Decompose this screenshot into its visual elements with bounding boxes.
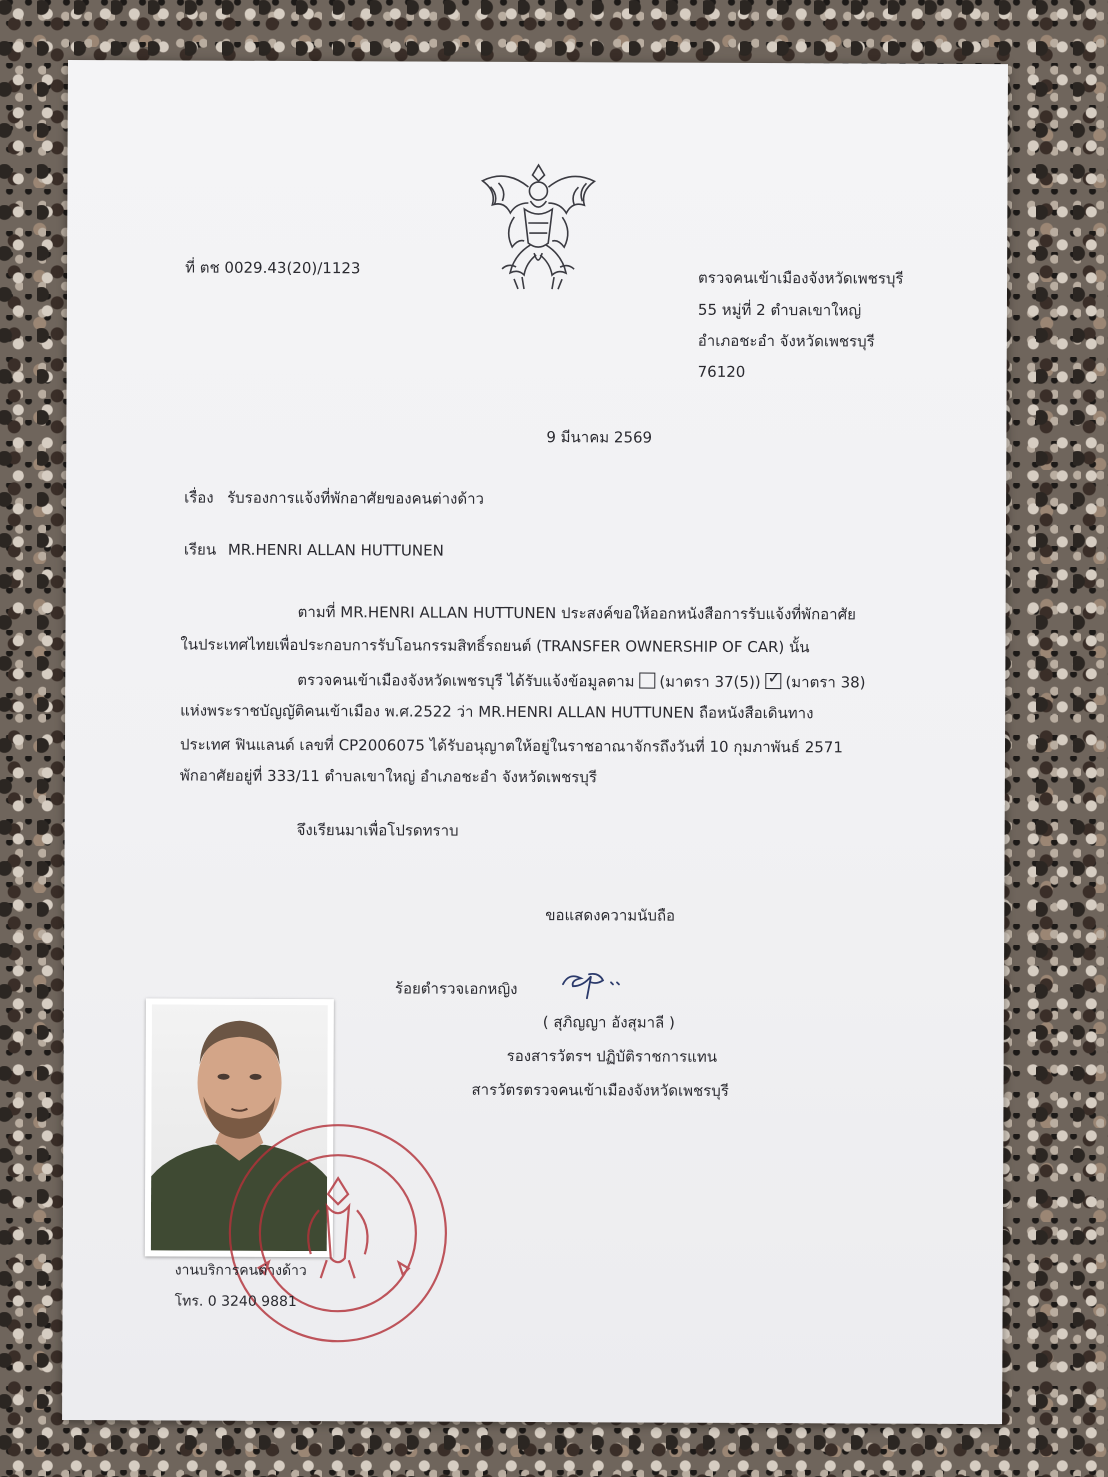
signatory-position: รองสารวัตรฯ ปฏิบัติราชการแทน <box>506 1046 718 1066</box>
body-line: ตรวจคนเข้าเมืองจังหวัดเพชรบุรี ได้รับแจ้งข้อมูลตาม <box>297 671 635 691</box>
checkmark-icon: ✓ <box>767 668 781 688</box>
option-section-38: (มาตรา 38) <box>785 673 866 692</box>
closing-salutation: ขอแสดงความนับถือ <box>545 906 676 925</box>
official-stamp <box>222 1118 453 1349</box>
body-line: ตามที่ MR.HENRI ALLAN HUTTUNEN ประสงค์ขอให้ออกหนังสือการรับแจ้งที่พักอาศัย <box>297 603 856 624</box>
letter-subject: รับรองการแจ้งที่พักอาศัยของคนต่างด้าว <box>227 488 485 508</box>
sender-address-line: 55 หมู่ที่ 2 ตำบลเขาใหญ่ <box>697 300 862 320</box>
sender-office: ตรวจคนเข้าเมืองจังหวัดเพชรบุรี <box>698 268 904 288</box>
body-line: พักอาศัยอยู่ที่ 333/11 ตำบลเขาใหญ่ อำเภอชะอำ จังหวัดเพชรบุรี <box>179 766 597 787</box>
option-section-37: (มาตรา 37(5)) <box>659 672 761 692</box>
letter-paper <box>62 60 1008 1424</box>
sender-postcode: 76120 <box>697 362 746 381</box>
body-line: ประเทศ ฟินแลนด์ เลขที่ CP2006075 ได้รับอนุญาตให้อยู่ในราชอาณาจักรถึงวันที่ 10 กุมภาพันธ์ 2571 <box>179 735 843 757</box>
footer-department: งานบริการคนต่างด้าว <box>174 1262 307 1280</box>
section-38-checkbox <box>765 668 781 689</box>
reference-number: ที่ ตช 0029.43(20)/1123 <box>185 258 361 278</box>
closing-request: จึงเรียนมาเพื่อโปรดทราบ <box>296 821 459 840</box>
garuda-emblem-icon <box>474 157 603 298</box>
signatory-office: สารวัตรตรวจคนเข้าเมืองจังหวัดเพชรบุรี <box>471 1080 729 1100</box>
handwritten-signature <box>559 962 639 1002</box>
body-line: แห่งพระราชบัญญัติคนเข้าเมือง พ.ศ.2522 ว่า MR.HENRI ALLAN HUTTUNEN ถือหนังสือเดินทาง <box>180 701 814 723</box>
subject-label: เรื่อง <box>184 488 214 507</box>
signatory-name: ( สุภิญญา อังสุมาลี ) <box>542 1013 675 1032</box>
letter-date: 9 มีนาคม 2569 <box>546 428 653 447</box>
body-line-options <box>297 668 866 692</box>
letter-recipient: MR.HENRI ALLAN HUTTUNEN <box>227 540 444 560</box>
recipient-label: เรียน <box>183 540 217 559</box>
signatory-rank: ร้อยตำรวจเอกหญิง <box>394 979 518 998</box>
footer-phone: โทร. 0 3240 9881 <box>174 1293 297 1311</box>
sender-district: อำเภอชะอำ จังหวัดเพชรบุรี <box>697 331 875 351</box>
body-line: ในประเทศไทยเพื่อประกอบการรับโอนกรรมสิทธิ์รถยนต์ (TRANSFER OWNERSHIP OF CAR) นั้น <box>180 635 810 657</box>
section-37-checkbox <box>639 672 655 688</box>
